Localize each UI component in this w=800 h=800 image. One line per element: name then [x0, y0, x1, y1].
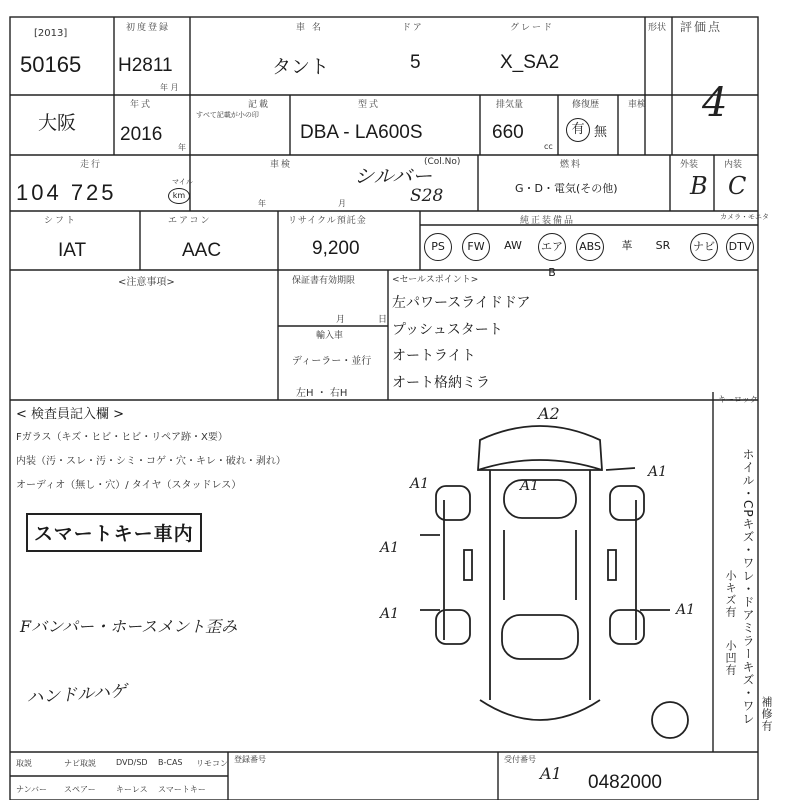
damage-mark: A1	[520, 478, 540, 494]
selling-point: オート格納ミラ	[392, 374, 490, 391]
notes-label: <注意事項>	[118, 277, 175, 288]
score-value: 4	[702, 80, 728, 126]
damage-mark: A1	[540, 764, 562, 783]
inspector-title: < 検査員記入欄 >	[16, 407, 125, 422]
doors-label: ドア	[402, 23, 424, 33]
warranty-label: 保証書有効期限	[292, 276, 356, 286]
warranty-day: 日	[378, 315, 388, 325]
mileage-unit: マイル	[172, 178, 193, 186]
region: 大阪	[38, 113, 77, 134]
history-yes: 有	[566, 118, 590, 142]
option-4: ABS	[576, 233, 604, 261]
year-unit: 年	[258, 199, 266, 208]
ac-label: エアコン	[168, 216, 212, 226]
shift: IAT	[58, 240, 87, 261]
first-reg-label: 初度登録	[126, 23, 171, 33]
fuel-label: 燃料	[560, 160, 583, 170]
model-code: DBA - LA600S	[300, 122, 423, 143]
lot-number: 50165	[20, 52, 82, 77]
interior-label: 内装	[724, 160, 743, 170]
mileage-km: km	[168, 188, 190, 204]
damage-mark: A1	[380, 606, 400, 622]
month-unit: 月	[338, 199, 346, 208]
reg-label: 登録番号	[234, 755, 266, 764]
dealer-label: ディーラー・並行	[292, 356, 372, 367]
footer-label: スペアー	[64, 785, 96, 794]
option-8: DTV	[726, 233, 754, 261]
recycle-label: リサイクル預託金	[288, 216, 367, 226]
footer-label: ナビ取説	[64, 759, 96, 768]
mileage: 104 725	[16, 180, 117, 205]
side-note-dent: 小凹有	[724, 640, 737, 676]
damage-mark: A1	[648, 464, 668, 480]
selling-label: <セールスポイント>	[392, 275, 479, 285]
option-7: ナビ	[690, 233, 718, 261]
serial-number: 0482000	[588, 772, 662, 793]
car-damage-diagram	[380, 400, 700, 750]
type-label: 型式	[358, 100, 381, 110]
camera-label: カメラ・モニタ	[720, 213, 769, 221]
fuel-value: G・D・電気(その他)	[515, 182, 618, 195]
smart-key-note: スマートキー車内	[26, 513, 202, 552]
inspector-line-interior: 内装（汚・スレ・汚・シミ・コゲ・穴・キレ・破れ・剥れ）	[16, 456, 286, 467]
option-5: 革	[621, 239, 633, 252]
recycle: 9,200	[312, 238, 360, 259]
serial-label: 受付番号	[504, 755, 536, 764]
footer-label: 取説	[16, 759, 32, 768]
damage-mark: A1	[380, 540, 400, 556]
equip-label: 純正装備品	[520, 216, 576, 226]
damage-mark: A1	[410, 476, 430, 492]
score-label: 評価点	[680, 20, 723, 34]
side-note-main: ホイル・CPキズ・ワレ・ドアミラーキズ・ワレ	[741, 448, 755, 726]
inspector-line-audio: オーディオ（無し・穴）/ タイヤ（スタッドレス）	[16, 480, 242, 491]
displacement-label: 排気量	[496, 100, 524, 110]
option-1: FW	[462, 233, 490, 261]
grade-value: X_SA2	[500, 52, 560, 73]
history-no: 無	[594, 125, 608, 140]
damage-mark: A2	[538, 404, 560, 423]
first-reg-unit: 年 月	[160, 83, 179, 92]
color-code: S28	[410, 186, 444, 206]
inspector-line-glass: Fガラス（キズ・ヒビ・ヒビ・リペア跡・X要）	[16, 432, 228, 443]
inspector-note-handle: ハンドルハゲ	[25, 681, 128, 709]
warranty-month: 月	[336, 315, 346, 325]
shift-label: シフト	[44, 216, 78, 226]
color-code-label: (Col.No)	[424, 157, 461, 167]
grade-label: グレード	[510, 23, 555, 33]
first-reg-value: H2811	[118, 55, 173, 76]
footer-label: ナンバー	[16, 785, 48, 794]
side-note-repair: 補修有	[760, 696, 773, 732]
sheet-label: 記載	[248, 100, 271, 110]
selling-point: オートライト	[392, 348, 476, 364]
option-0: PS	[424, 233, 452, 261]
selling-point: 左パワースライドドア	[392, 295, 531, 311]
option-2: AW	[504, 239, 522, 252]
side-note-scratch: 小キズ有	[724, 570, 737, 618]
sheet-sub: すべて記載が小の印	[196, 111, 259, 119]
ac: AAC	[182, 240, 222, 261]
model-year-label: 年式	[130, 100, 153, 110]
key-lock-label: キーロック	[718, 395, 758, 404]
selling-points	[392, 290, 530, 396]
car-name-label: 車 名	[296, 23, 323, 33]
history-label: 修復歴	[572, 100, 600, 110]
footer-label: DVD/SD	[116, 758, 148, 767]
model-year: 2016	[120, 124, 163, 145]
footer-label: B-CAS	[158, 758, 183, 767]
footer-label: キーレス	[116, 785, 148, 794]
year-tag: [2013]	[34, 28, 68, 39]
shape-label: 形状	[648, 23, 667, 33]
option-3: エアB	[538, 233, 566, 261]
steering: 左H ・ 右H	[296, 388, 348, 399]
footer-label: リモコン	[196, 759, 228, 768]
exterior-label: 外装	[680, 160, 699, 170]
displacement: 660	[492, 122, 524, 143]
inspection-label: 車検	[270, 160, 293, 170]
option-6: SR	[655, 239, 671, 252]
doors-value: 5	[410, 52, 421, 73]
inspector-note-bumper: Fバンパー・ホースメント歪み	[20, 617, 238, 636]
interior-grade: C	[728, 172, 747, 200]
selling-point: プッシュスタート	[392, 321, 503, 338]
damage-mark: A1	[676, 602, 696, 618]
footer-label: スマートキー	[158, 785, 206, 794]
mileage-label: 走行	[80, 160, 103, 170]
shaken-label: 車検	[628, 100, 647, 110]
color-name: シルバー	[354, 164, 433, 188]
car-name: タント	[272, 57, 330, 78]
displacement-unit: cc	[544, 142, 553, 151]
import-label: 輸入車	[316, 331, 344, 341]
exterior-grade: B	[690, 172, 708, 200]
model-year-unit: 年	[178, 143, 186, 152]
